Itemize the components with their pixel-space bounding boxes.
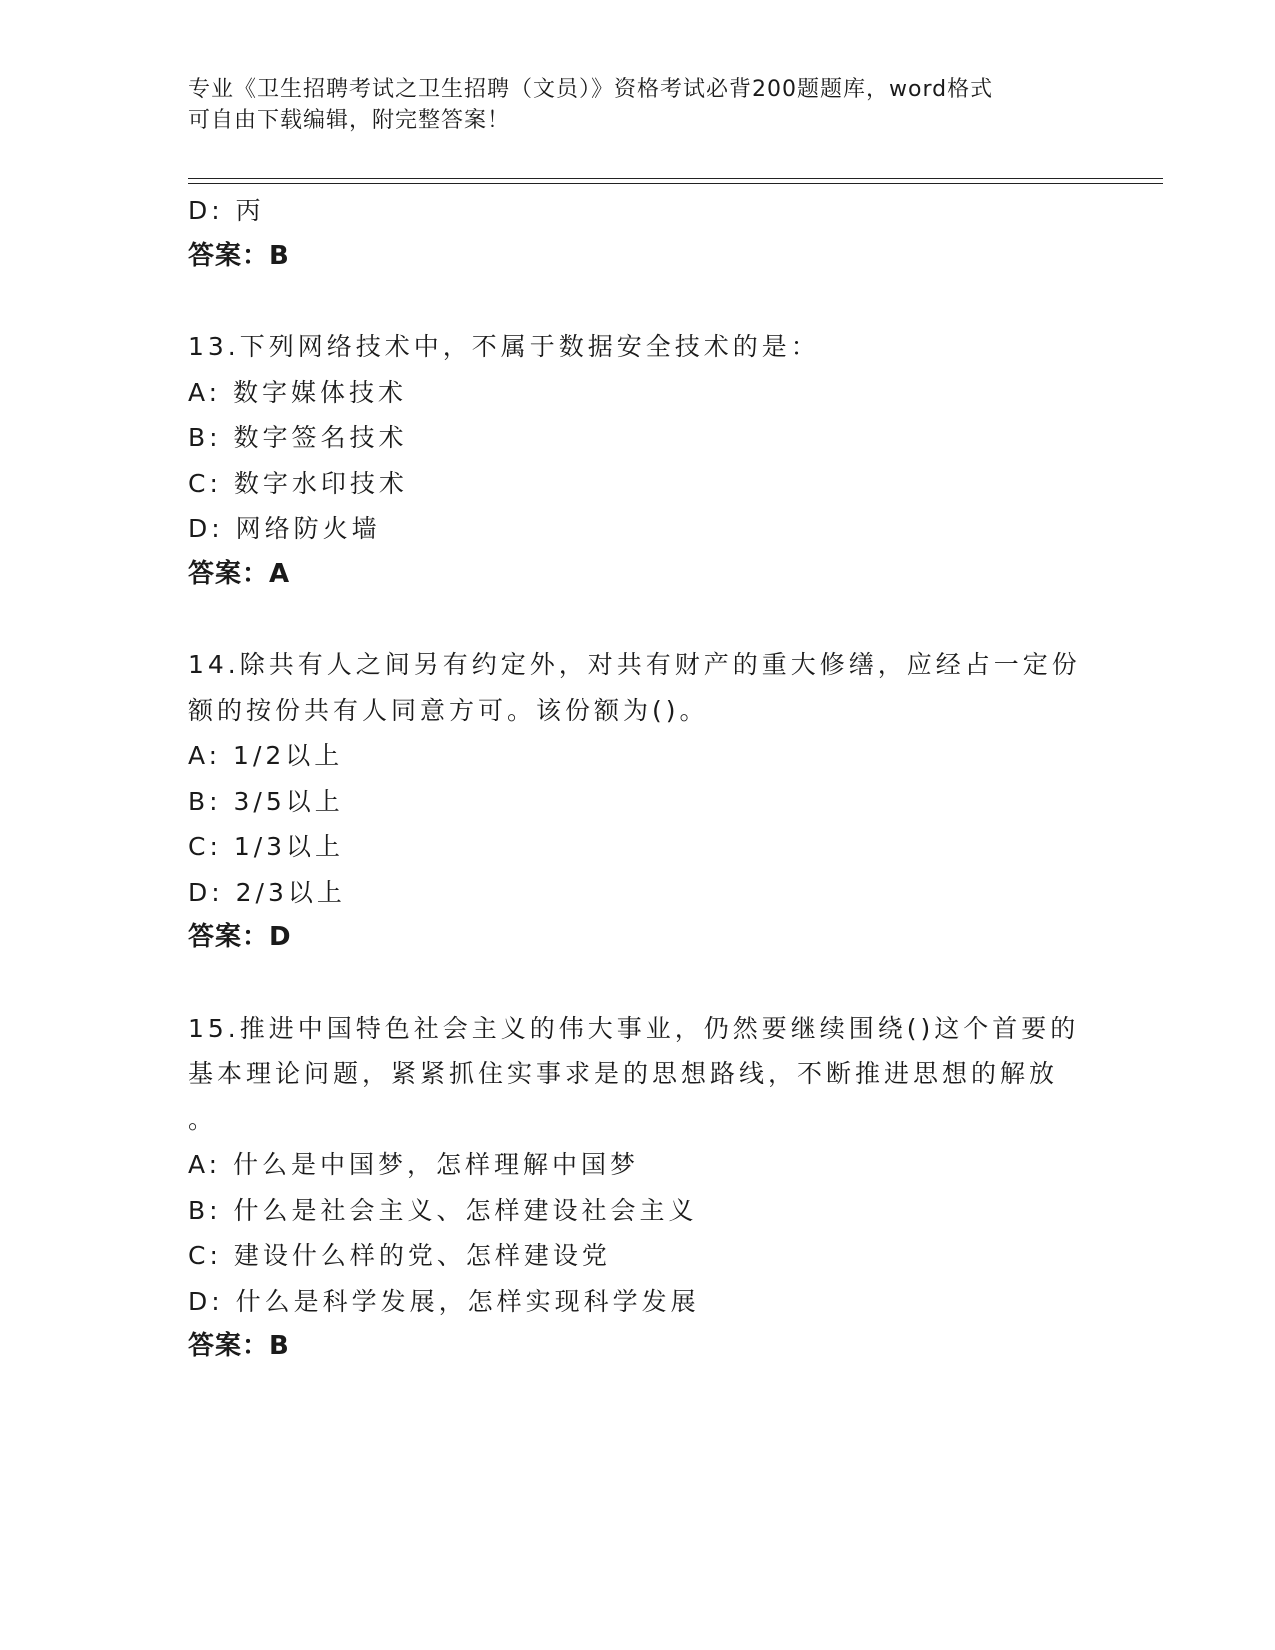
prev-question-block bbox=[188, 188, 1088, 279]
answer: 答案：B bbox=[188, 240, 290, 271]
option-d: D: 什么是科学发展，怎样实现科学发展 bbox=[188, 1286, 700, 1316]
option-b: B: 3/5以上 bbox=[188, 786, 344, 816]
document-header bbox=[188, 74, 1068, 136]
option-a: A: 数字媒体技术 bbox=[188, 377, 408, 407]
option-a: A: 1/2以上 bbox=[188, 741, 344, 770]
option-c: C: 建设什么样的党、怎样建设党 bbox=[188, 1241, 611, 1270]
option-c: C: 1/3以上 bbox=[188, 832, 345, 861]
question-14 bbox=[188, 642, 1088, 961]
option-d: D: 丙 bbox=[188, 196, 265, 225]
question-15 bbox=[188, 1006, 1088, 1370]
question-text-line-3: 。 bbox=[188, 1104, 218, 1134]
option-a: A: 什么是中国梦，怎样理解中国梦 bbox=[188, 1150, 640, 1179]
option-b: B: 什么是社会主义、怎样建设社会主义 bbox=[188, 1195, 698, 1225]
answer: 答案：D bbox=[188, 922, 292, 952]
option-c: C: 数字水印技术 bbox=[188, 468, 408, 498]
question-13 bbox=[188, 324, 1088, 597]
answer: 答案：A bbox=[188, 558, 291, 589]
option-b: B: 数字签名技术 bbox=[188, 423, 408, 452]
header-divider-top bbox=[188, 178, 1163, 179]
header-title-line-2: 可自由下载编辑，附完整答案！ bbox=[188, 108, 511, 133]
answer: 答案：B bbox=[188, 1331, 290, 1361]
header-title-line-1: 专业《卫生招聘考试之卫生招聘（文员）》资格考试必背200题题库，word格式 bbox=[188, 77, 994, 102]
option-d: D: 网络防火墙 bbox=[188, 514, 381, 543]
question-text: 13.下列网络技术中，不属于数据安全技术的是： bbox=[188, 332, 820, 361]
question-text-line-2: 基本理论问题，紧紧抓住实事求是的思想路线，不断推进思想的解放 bbox=[188, 1059, 1059, 1088]
question-text-line-2: 额的按份共有人同意方可。该份额为()。 bbox=[188, 695, 709, 725]
document-body bbox=[188, 188, 1088, 1370]
question-text-line-1: 15.推进中国特色社会主义的伟大事业，仍然要继续围绕()这个首要的 bbox=[188, 1013, 1080, 1043]
option-d: D: 2/3以上 bbox=[188, 877, 346, 907]
header-divider-bottom bbox=[188, 183, 1163, 184]
question-text-line-1: 14.除共有人之间另有约定外，对共有财产的重大修缮，应经占一定份 bbox=[188, 650, 1081, 679]
